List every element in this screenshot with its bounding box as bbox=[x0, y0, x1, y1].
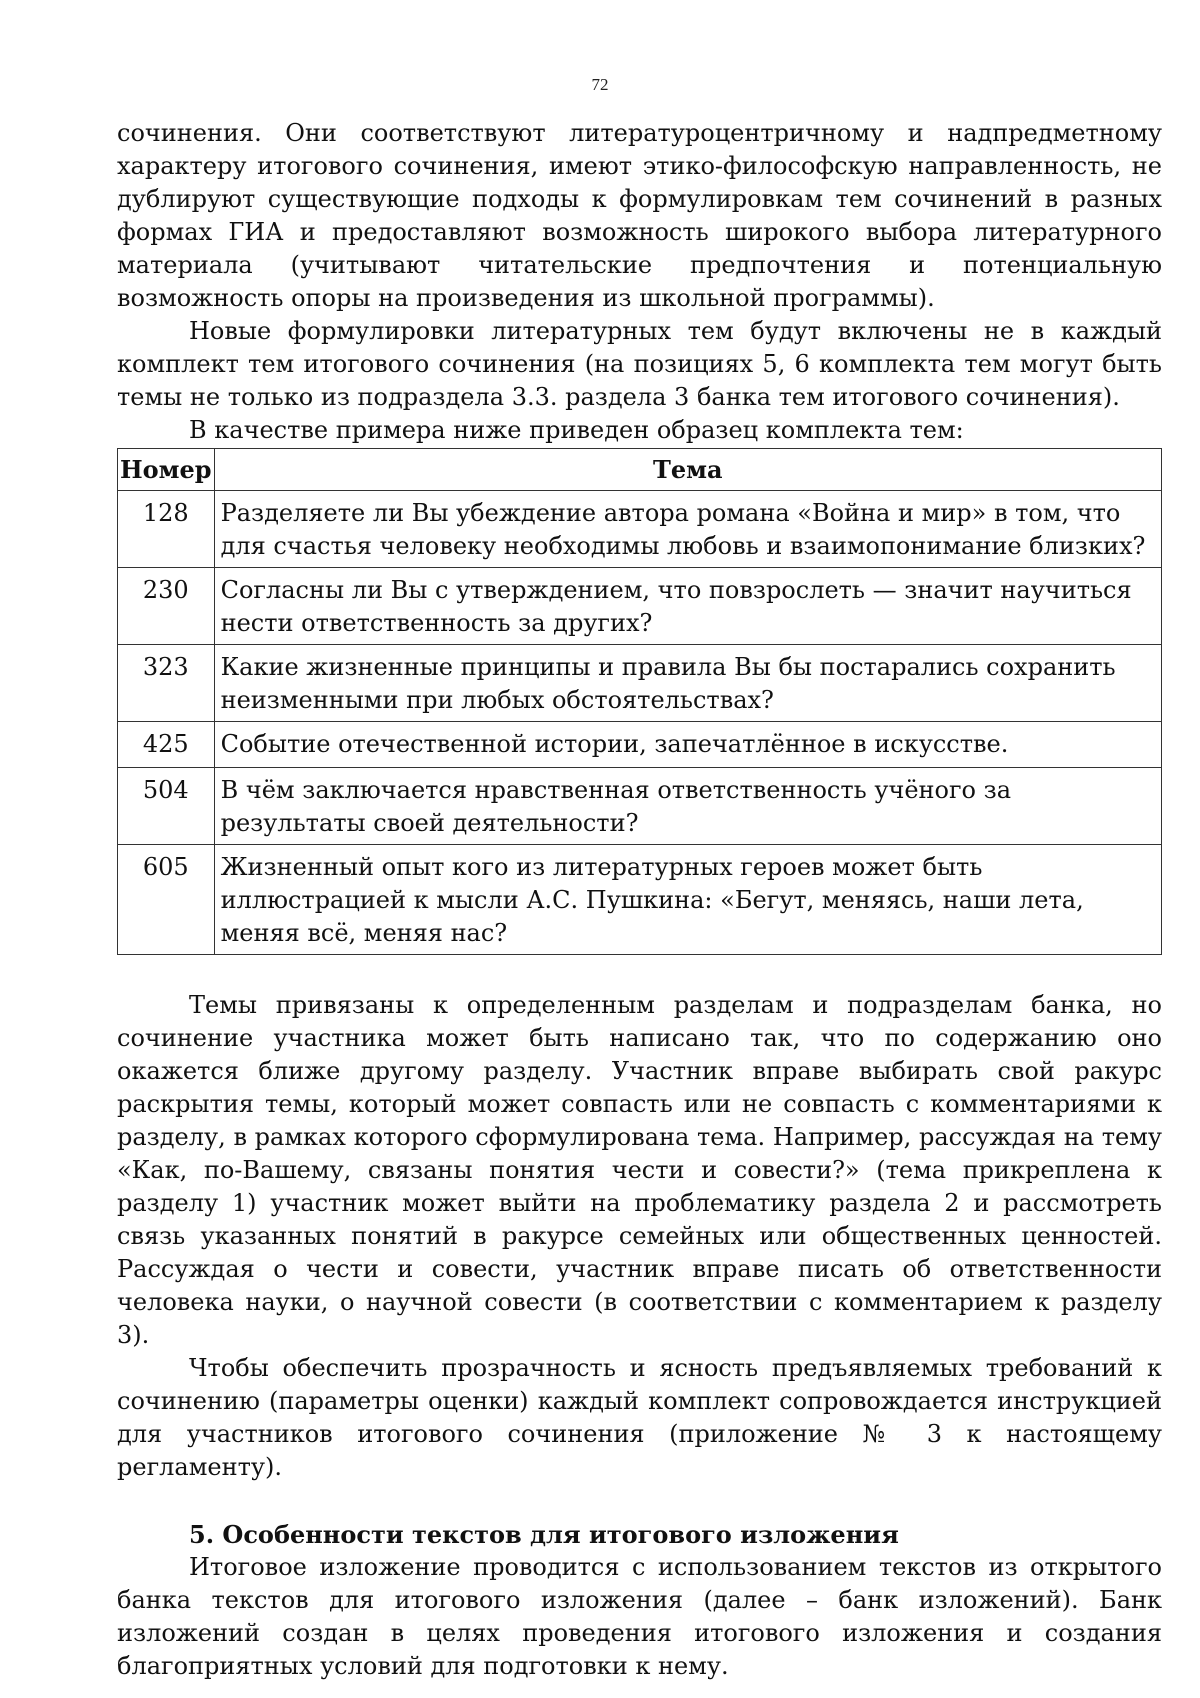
table-row bbox=[118, 722, 1162, 768]
table-row bbox=[118, 768, 1162, 845]
table-header-row bbox=[118, 449, 1162, 491]
paragraph-topics-linked: Темы привязаны к определенным разделам и подразделам банка, но сочинение участника может быть написано так, что по содержанию оно окажется ближе другому разделу. Участник вправе выбирать свой ракурс раскрытия темы, который может совпасть или не совпасть с комментариями к разделу, в рамках которого сформулирована тема. Например, рассуждая на тему «Как, по-Вашему, связаны понятия чести и совести?» (тема прикреплена к разделу 1) участник может выйти на проблематику раздела 2 и рассмотреть связь указанных понятий в ракурсе семейных или общественных ценностей. Рассуждая о чести и совести, участник вправе писать об ответственности человека науки, о научной совести (в соответствии с комментарием к разделу 3). bbox=[117, 991, 1162, 1349]
table-row bbox=[118, 645, 1162, 722]
page-content bbox=[117, 117, 1162, 1683]
topic-number: 230 bbox=[118, 568, 215, 645]
topic-number: 323 bbox=[118, 645, 215, 722]
topic-text: Разделяете ли Вы убеждение автора романа «Война и мир» в том, что для счастья человеку необходимы любовь и взаимопонимание близких? bbox=[214, 491, 1161, 568]
header-topic: Тема bbox=[214, 449, 1161, 491]
paragraph-exposition: Итоговое изложение проводится с использованием текстов из открытого банка текстов для итогового изложения (далее – банк изложений). Банк изложений создан в целях проведения итогового изложения и создания благоприятных условий для подготовки к нему. bbox=[117, 1553, 1162, 1680]
topic-text: Какие жизненные принципы и правила Вы бы постарались сохранить неизменными при любых обстоятельствах? bbox=[214, 645, 1161, 722]
paragraph-transparency: Чтобы обеспечить прозрачность и ясность предъявляемых требований к сочинению (параметры оценки) каждый комплект сопровождается инструкцией для участников итогового сочинения (приложение № 3 к настоящему регламенту). bbox=[117, 1354, 1162, 1481]
topic-text: Событие отечественной истории, запечатлённое в искусстве. bbox=[214, 722, 1161, 768]
paragraph-continuation: сочинения. Они соответствуют литературоцентричному и надпредметному характеру итогового сочинения, имеют этико-философскую направленность, не дублируют существующие подходы к формулировкам тем сочинений в разных формах ГИА и предоставляют возможность широкого выбора литературного материала (учитывают читательские предпочтения и потенциальную возможность опоры на произведения из школьной программы). bbox=[117, 119, 1162, 312]
topic-number: 605 bbox=[118, 845, 215, 955]
table-row bbox=[118, 491, 1162, 568]
topic-number: 504 bbox=[118, 768, 215, 845]
themes-table bbox=[117, 448, 1162, 955]
section-heading: 5. Особенности текстов для итогового изложения bbox=[189, 1520, 899, 1549]
topic-number: 425 bbox=[118, 722, 215, 768]
paragraph-example-intro: В качестве примера ниже приведен образец комплекта тем: bbox=[189, 416, 964, 444]
spacer bbox=[117, 955, 1162, 989]
topic-text: В чём заключается нравственная ответственность учёного за результаты своей деятельности? bbox=[214, 768, 1161, 845]
topic-text: Согласны ли Вы с утверждением, что повзрослеть — значит научиться нести ответственность за других? bbox=[214, 568, 1161, 645]
topic-number: 128 bbox=[118, 491, 215, 568]
topic-text: Жизненный опыт кого из литературных героев может быть иллюстрацией к мысли А.С. Пушкина: «Бегут, меняясь, наши лета, меняя всё, меняя нас? bbox=[214, 845, 1161, 955]
page-number: 72 bbox=[591, 75, 609, 94]
table-row bbox=[118, 568, 1162, 645]
spacer bbox=[117, 1484, 1162, 1518]
table-row bbox=[118, 845, 1162, 955]
paragraph-new-formulations: Новые формулировки литературных тем будут включены не в каждый комплект тем итогового сочинения (на позициях 5, 6 комплекта тем могут быть темы не только из подраздела 3.3. раздела 3 банка тем итогового сочинения). bbox=[117, 317, 1162, 411]
header-number: Номер bbox=[118, 449, 215, 491]
